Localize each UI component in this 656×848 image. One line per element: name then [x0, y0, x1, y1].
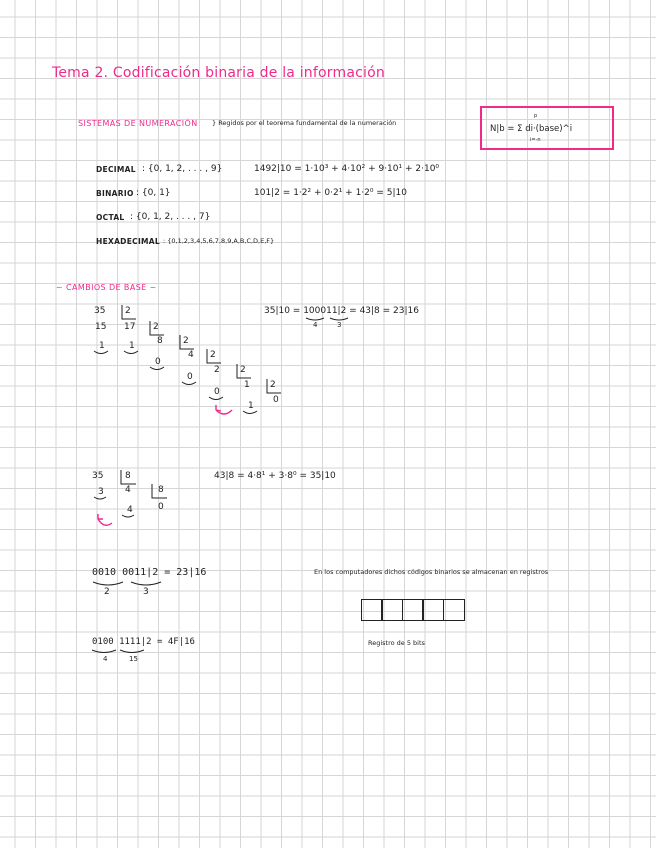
- group-brace: [120, 650, 144, 653]
- hex-binary-conversion-2: 0100 1111|2 = 4F|16: [92, 637, 195, 647]
- system-label-decimal: DECIMAL: [96, 165, 136, 174]
- div8-dividend: 35: [92, 471, 104, 481]
- system-label-hexadecimal: HEXADECIMAL: [96, 237, 160, 246]
- group-brace: [92, 650, 116, 653]
- binario-example: 101|2 = 1·2² + 0·2¹ + 1·2⁰ = 5|10: [254, 188, 407, 198]
- div2-remainder: 0: [187, 372, 193, 382]
- conv1-group-b: 3: [337, 321, 342, 329]
- div2-divisor: 2: [183, 336, 189, 346]
- div2-divisor: 2: [270, 380, 276, 390]
- cambios-heading: ~ CAMBIOS DE BASE ~: [56, 283, 157, 292]
- register-diagram: [362, 599, 465, 621]
- remainder-brace: [150, 367, 164, 370]
- hex-binary-conversion-1: 0010 0011|2 = 23|16: [92, 567, 207, 578]
- remainder-brace: [94, 351, 108, 354]
- sistemas-heading: SISTEMAS DE NUMERACIÓN: [78, 119, 198, 128]
- group-brace: [330, 318, 348, 320]
- formula-box: [480, 106, 614, 150]
- sistemas-description: } Regidos por el teorema fundamental de la numeración: [212, 119, 397, 127]
- remainder-brace: [94, 497, 106, 499]
- div8-remainder: 3: [98, 487, 104, 497]
- system-label-octal: OCTAL: [96, 213, 125, 222]
- div2-divisor: 2: [240, 365, 246, 375]
- register-note: En los computadores dichos códigos binarios se almacenan en registros: [314, 568, 549, 576]
- read-direction-arrow: [98, 519, 112, 525]
- div8-divisor: 8: [125, 471, 131, 481]
- div2-divisor: 2: [153, 322, 159, 332]
- div8-quotient: 0: [158, 502, 164, 512]
- div2-dividend: 35: [94, 306, 106, 316]
- remainder-brace: [182, 382, 196, 385]
- register-cell: [443, 599, 465, 621]
- register-cell: [422, 599, 444, 621]
- system-digits-octal: : {0, 1, 2, . . . , 7}: [130, 212, 211, 222]
- conv1-group-a: 4: [313, 321, 318, 329]
- hex-group-2: 3: [143, 587, 149, 597]
- hex-group-2: 15: [129, 655, 138, 663]
- conversion-35-binary-octal-hex: 35|10 = 100011|2 = 43|8 = 23|16: [264, 306, 419, 316]
- group-brace: [306, 318, 324, 320]
- div2-remainder: 0: [214, 387, 220, 397]
- remainder-brace: [209, 397, 223, 400]
- div2-quotient: 4: [188, 350, 194, 360]
- div2-remainder: 1: [248, 401, 254, 411]
- group-brace: [131, 582, 161, 585]
- register-cell: [361, 599, 383, 621]
- page-title: Tema 2. Codificación binaria de la información: [52, 65, 385, 81]
- div8-quotient: 4: [125, 485, 131, 495]
- hex-group-1: 2: [104, 587, 110, 597]
- formula-sum-top: p: [534, 113, 538, 119]
- formula-text: N|b = Σ di·(base)^i: [490, 124, 573, 134]
- remainder-brace: [124, 351, 138, 354]
- read-direction-arrow: [216, 410, 232, 414]
- system-digits-decimal: : {0, 1, 2, . . . , 9}: [142, 164, 223, 174]
- register-cell: [402, 599, 424, 621]
- hex-group-1: 4: [103, 655, 108, 663]
- remainder-brace: [122, 515, 134, 517]
- div8-divisor: 8: [158, 485, 164, 495]
- register-caption: Registro de 5 bits: [368, 639, 425, 647]
- div2-remainder: 0: [155, 357, 161, 367]
- div2-remainder: 1: [129, 341, 135, 351]
- div2-remainder: 1: [99, 341, 105, 351]
- div2-quotient: 1: [244, 380, 250, 390]
- remainder-brace: [243, 411, 257, 414]
- div2-quotient: 2: [214, 365, 220, 375]
- system-digits-binario: : {0, 1}: [136, 188, 171, 198]
- register-cell: [381, 599, 403, 621]
- div2-quotient: 17: [124, 322, 136, 332]
- group-brace: [93, 582, 123, 585]
- div2-quotient: 8: [157, 336, 163, 346]
- decimal-example: 1492|10 = 1·10³ + 4·10² + 9·10¹ + 2·10⁰: [254, 164, 440, 174]
- div2-divisor: 2: [210, 350, 216, 360]
- formula-sum-bottom: i=-n: [530, 137, 541, 143]
- conversion-43-octal-decimal: 43|8 = 4·8¹ + 3·8⁰ = 35|10: [214, 471, 336, 481]
- div8-remainder: 4: [127, 505, 133, 515]
- system-label-binario: BINARIO: [96, 189, 134, 198]
- div2-divisor: 2: [125, 306, 131, 316]
- system-digits-hexadecimal: : {0,1,2,3,4,5,6,7,8,9,A,B,C,D,E,F}: [163, 237, 275, 245]
- div2-quotient: 0: [273, 395, 279, 405]
- div2-top-number: 15: [95, 322, 107, 332]
